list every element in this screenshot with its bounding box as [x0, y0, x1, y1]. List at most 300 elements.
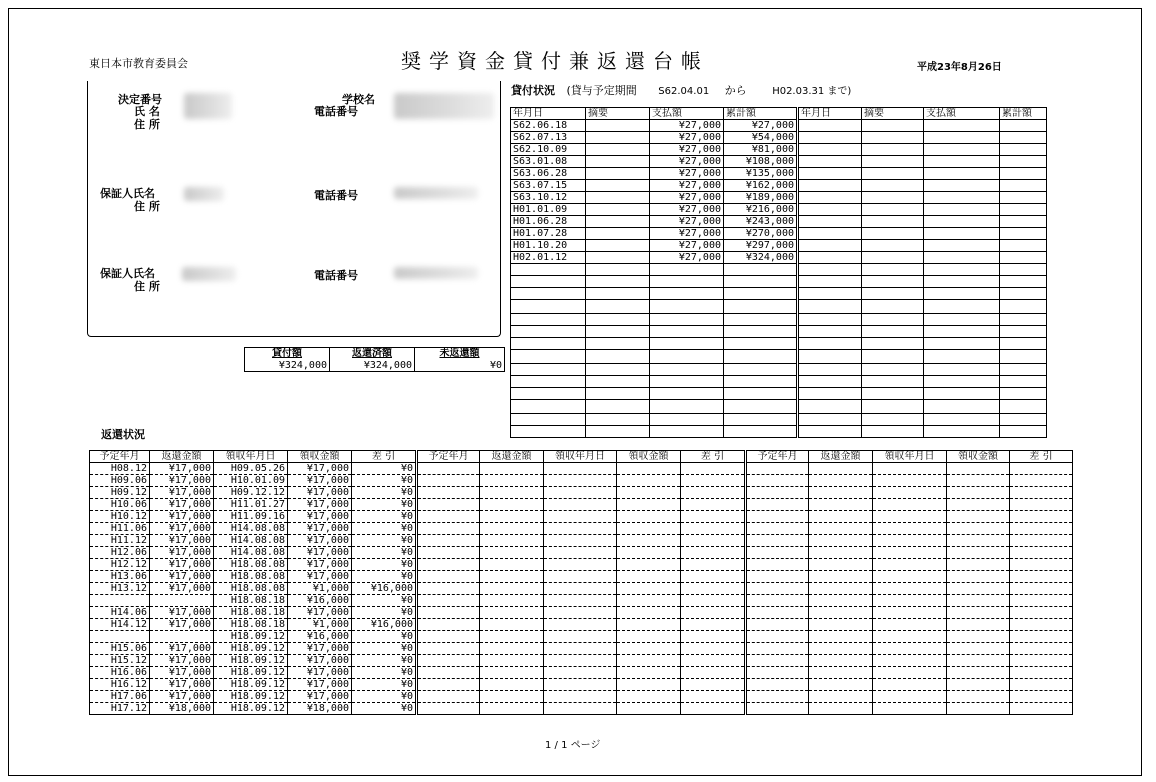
repayment-cell [480, 703, 544, 715]
repayment-cell [417, 655, 480, 667]
repayment-col-header: 予定年月 [746, 451, 809, 463]
loan-cell [862, 364, 924, 376]
repayment-cell [746, 463, 809, 475]
repayment-cell: H16.12 [90, 679, 150, 691]
repayment-cell [809, 571, 873, 583]
repayment-cell: ¥0 [352, 703, 417, 715]
loan-cell [862, 350, 924, 364]
loan-cell [862, 426, 924, 438]
loan-cell [511, 288, 586, 300]
loan-row [511, 156, 1047, 168]
repayment-cell [746, 667, 809, 679]
loan-cell [798, 414, 862, 426]
repayment-cell: ¥17,000 [288, 667, 352, 679]
repayment-cell: ¥17,000 [150, 523, 214, 535]
repayment-cell [681, 595, 746, 607]
repayment-cell [681, 667, 746, 679]
repayment-cell: H10.06 [90, 499, 150, 511]
repaid-total-label: 返還済額 [330, 348, 415, 360]
repayment-cell [1010, 511, 1073, 523]
loan-cell: S62.10.09 [511, 144, 586, 156]
repayment-cell [480, 667, 544, 679]
loan-cell [862, 228, 924, 240]
guarantor-address-label: 住 所 [134, 200, 160, 213]
repayment-cell [947, 619, 1010, 631]
loan-cell [1000, 216, 1047, 228]
loan-cell: ¥27,000 [650, 132, 724, 144]
repayment-cell [544, 595, 617, 607]
loan-cell [1000, 276, 1047, 288]
loan-row [511, 144, 1047, 156]
loan-cell [1000, 156, 1047, 168]
loan-cell [862, 376, 924, 388]
loan-row [511, 314, 1047, 326]
repayment-row [90, 535, 1073, 547]
repayment-cell: H09.05.26 [214, 463, 288, 475]
loan-col-header: 支払額 [924, 108, 1000, 120]
loan-cell: ¥27,000 [650, 120, 724, 132]
repayment-cell [681, 547, 746, 559]
repayment-cell [480, 607, 544, 619]
loan-cell: ¥27,000 [650, 252, 724, 264]
repayment-cell [947, 547, 1010, 559]
loan-cell [924, 120, 1000, 132]
repayment-cell [809, 607, 873, 619]
repayment-cell [150, 595, 214, 607]
loan-cell [798, 388, 862, 400]
repayment-cell: H18.08.18 [214, 595, 288, 607]
loan-total-label: 貸付額 [245, 348, 330, 360]
repayment-cell [617, 607, 681, 619]
summary-table [244, 347, 505, 372]
repayment-cell: ¥0 [352, 607, 417, 619]
repayment-cell [947, 523, 1010, 535]
repayment-cell: H14.12 [90, 619, 150, 631]
loan-cell [724, 264, 798, 276]
repayment-row [90, 655, 1073, 667]
repayment-cell [809, 463, 873, 475]
loan-cell [586, 156, 650, 168]
repayment-cell: ¥17,000 [150, 607, 214, 619]
repayment-row [90, 475, 1073, 487]
loan-row [511, 216, 1047, 228]
repayment-cell [1010, 619, 1073, 631]
loan-cell [924, 168, 1000, 180]
repayment-cell: H18.09.12 [214, 703, 288, 715]
repayment-cell: H17.06 [90, 691, 150, 703]
repayment-cell [873, 499, 947, 511]
repayment-col-header: 差 引 [681, 451, 746, 463]
loan-cell [798, 338, 862, 350]
repayment-cell [544, 619, 617, 631]
loan-col-header: 支払額 [650, 108, 724, 120]
repayment-cell [873, 547, 947, 559]
repaid-total-value: ¥324,000 [330, 360, 415, 372]
loan-cell [862, 216, 924, 228]
repayment-cell [681, 487, 746, 499]
repayment-cell [681, 619, 746, 631]
document-title: 奨学資金貸付兼返還台帳 [401, 49, 709, 73]
loan-cell [798, 326, 862, 338]
repayment-cell [947, 583, 1010, 595]
loan-cell: H01.06.28 [511, 216, 586, 228]
repayment-row [90, 547, 1073, 559]
repayment-cell: ¥18,000 [288, 703, 352, 715]
loan-cell [798, 252, 862, 264]
loan-cell [724, 426, 798, 438]
loan-cell [798, 314, 862, 326]
repayment-cell [809, 679, 873, 691]
repayment-cell: ¥17,000 [150, 547, 214, 559]
loan-cell [924, 400, 1000, 414]
loan-cell [924, 192, 1000, 204]
loan-cell [1000, 240, 1047, 252]
repayment-cell: ¥17,000 [288, 691, 352, 703]
loan-cell [1000, 400, 1047, 414]
repayment-cell [809, 535, 873, 547]
loan-cell [798, 120, 862, 132]
repayment-cell [873, 559, 947, 571]
repayment-cell [417, 667, 480, 679]
repayment-row [90, 643, 1073, 655]
loan-cell [862, 192, 924, 204]
repayment-cell [873, 679, 947, 691]
repayment-row [90, 583, 1073, 595]
loan-cell [586, 204, 650, 216]
loan-cell [1000, 300, 1047, 314]
repayment-cell [873, 691, 947, 703]
loan-cell [724, 300, 798, 314]
repayment-cell: H16.06 [90, 667, 150, 679]
repayment-cell [947, 511, 1010, 523]
loan-cell [1000, 264, 1047, 276]
repayment-cell [417, 475, 480, 487]
repayment-cell [1010, 583, 1073, 595]
repayment-cell: ¥17,000 [150, 691, 214, 703]
loan-cell [1000, 364, 1047, 376]
loan-cell [650, 326, 724, 338]
loan-cell [798, 180, 862, 192]
loan-cell [924, 300, 1000, 314]
repayment-cell [681, 475, 746, 487]
repayment-cell [681, 583, 746, 595]
decision-no-label: 決定番号 [118, 93, 162, 106]
loan-cell: H01.07.28 [511, 228, 586, 240]
repayment-cell: H18.09.12 [214, 643, 288, 655]
repayment-cell [417, 583, 480, 595]
loan-cell [924, 228, 1000, 240]
repayment-cell: ¥17,000 [288, 487, 352, 499]
repayment-cell: H12.06 [90, 547, 150, 559]
repayment-row [90, 559, 1073, 571]
repayment-cell: ¥0 [352, 535, 417, 547]
loan-row [511, 264, 1047, 276]
loan-cell [798, 426, 862, 438]
recipient-info-box [87, 81, 501, 337]
repayment-cell: ¥16,000 [288, 631, 352, 643]
loan-cell [511, 326, 586, 338]
repayment-cell: H18.09.12 [214, 631, 288, 643]
report-date: 平成23年8月26日 [917, 62, 1002, 73]
repayment-cell [1010, 691, 1073, 703]
repayment-cell: ¥17,000 [150, 619, 214, 631]
repayment-cell [746, 607, 809, 619]
repayment-cell [1010, 607, 1073, 619]
loan-row [511, 192, 1047, 204]
loan-cell [511, 314, 586, 326]
repayment-cell [544, 655, 617, 667]
repayment-cell [544, 523, 617, 535]
repayment-cell: ¥18,000 [150, 703, 214, 715]
repayment-cell: H13.06 [90, 571, 150, 583]
loan-cell [1000, 388, 1047, 400]
repayment-cell [544, 487, 617, 499]
loan-table [510, 107, 1047, 438]
repayment-cell: H12.12 [90, 559, 150, 571]
loan-cell [862, 156, 924, 168]
repayment-cell [746, 703, 809, 715]
repayment-cell: ¥17,000 [288, 679, 352, 691]
loan-cell: ¥270,000 [724, 228, 798, 240]
repayment-cell [480, 523, 544, 535]
repayment-cell [544, 571, 617, 583]
repayment-cell [873, 463, 947, 475]
repayment-cell [417, 643, 480, 655]
loan-cell [511, 426, 586, 438]
loan-cell [586, 364, 650, 376]
loan-cell [650, 300, 724, 314]
guarantor2-address-label: 住 所 [134, 280, 160, 293]
repayment-row [90, 619, 1073, 631]
repayment-cell: H14.08.08 [214, 523, 288, 535]
loan-row [511, 288, 1047, 300]
repayment-cell [544, 679, 617, 691]
repayment-cell [544, 547, 617, 559]
repayment-row [90, 679, 1073, 691]
repayment-cell [681, 511, 746, 523]
repayment-cell [873, 631, 947, 643]
repayment-cell [947, 691, 1010, 703]
loan-row [511, 300, 1047, 314]
loan-total-value: ¥324,000 [245, 360, 330, 372]
loan-cell [924, 414, 1000, 426]
repayment-cell [417, 463, 480, 475]
repayment-cell [617, 559, 681, 571]
loan-cell [586, 168, 650, 180]
repayment-cell [417, 547, 480, 559]
loan-col-header: 年月日 [798, 108, 862, 120]
loan-cell: ¥27,000 [650, 204, 724, 216]
repayment-table [89, 450, 1073, 715]
loan-cell [924, 288, 1000, 300]
loan-cell [586, 376, 650, 388]
repayment-cell: H14.06 [90, 607, 150, 619]
repayment-cell [480, 571, 544, 583]
loan-cell [862, 180, 924, 192]
loan-period-end: H02.03.31 まで) [772, 86, 852, 97]
repayment-cell [417, 559, 480, 571]
loan-cell [511, 414, 586, 426]
loan-cell: S62.07.13 [511, 132, 586, 144]
repayment-cell: ¥17,000 [288, 463, 352, 475]
loan-cell [511, 264, 586, 276]
loan-cell [798, 364, 862, 376]
loan-cell [586, 120, 650, 132]
repayment-cell [746, 631, 809, 643]
repayment-cell [544, 499, 617, 511]
loan-cell: ¥108,000 [724, 156, 798, 168]
repayment-cell: H18.08.18 [214, 619, 288, 631]
loan-cell [862, 388, 924, 400]
repayment-cell [617, 619, 681, 631]
repayment-cell [417, 499, 480, 511]
repayment-cell [809, 667, 873, 679]
guarantor-phone-label: 電話番号 [314, 189, 358, 202]
repayment-cell [617, 463, 681, 475]
loan-row [511, 400, 1047, 414]
loan-row [511, 338, 1047, 350]
repayment-col-header: 領収金額 [947, 451, 1010, 463]
repayment-cell [480, 619, 544, 631]
loan-cell [798, 144, 862, 156]
repayment-cell [617, 511, 681, 523]
loan-cell: ¥27,000 [650, 180, 724, 192]
repayment-col-header: 差 引 [352, 451, 417, 463]
loan-cell [1000, 132, 1047, 144]
repayment-cell: H18.08.08 [214, 559, 288, 571]
repayment-cell [809, 559, 873, 571]
repayment-row [90, 703, 1073, 715]
loan-cell [862, 120, 924, 132]
repayment-cell [544, 463, 617, 475]
loan-cell [724, 350, 798, 364]
repayment-cell [746, 583, 809, 595]
loan-cell: ¥27,000 [650, 168, 724, 180]
loan-cell [586, 338, 650, 350]
loan-cell [586, 144, 650, 156]
address-label: 住 所 [134, 118, 160, 131]
redacted-recipient [184, 93, 232, 119]
loan-cell [650, 314, 724, 326]
loan-cell: ¥216,000 [724, 204, 798, 216]
loan-row [511, 364, 1047, 376]
repayment-cell [681, 607, 746, 619]
repayment-cell [480, 559, 544, 571]
loan-cell [862, 288, 924, 300]
repayment-cell [617, 571, 681, 583]
loan-row [511, 180, 1047, 192]
repayment-cell [947, 631, 1010, 643]
repayment-row [90, 499, 1073, 511]
repayment-cell [809, 487, 873, 499]
repayment-cell [417, 595, 480, 607]
repayment-cell [417, 487, 480, 499]
loan-cell [862, 168, 924, 180]
loan-cell [511, 338, 586, 350]
loan-cell [586, 228, 650, 240]
repayment-cell: ¥0 [352, 631, 417, 643]
repayment-cell: ¥0 [352, 667, 417, 679]
loan-cell [862, 326, 924, 338]
loan-cell [724, 326, 798, 338]
repayment-cell [746, 475, 809, 487]
school-name-label: 学校名 [342, 93, 375, 106]
repayment-cell: ¥17,000 [288, 523, 352, 535]
loan-cell: ¥135,000 [724, 168, 798, 180]
repayment-cell [544, 559, 617, 571]
loan-cell [1000, 376, 1047, 388]
repayment-cell [809, 475, 873, 487]
repayment-cell [809, 583, 873, 595]
loan-cell [586, 180, 650, 192]
repayment-cell [544, 643, 617, 655]
repayment-cell [150, 631, 214, 643]
repayment-cell [746, 559, 809, 571]
repayment-cell [417, 679, 480, 691]
loan-cell [1000, 326, 1047, 338]
repayment-row [90, 523, 1073, 535]
loan-col-header: 累計額 [1000, 108, 1047, 120]
repayment-cell [617, 487, 681, 499]
loan-cell [650, 414, 724, 426]
repayment-cell [417, 631, 480, 643]
repayment-cell [809, 691, 873, 703]
repayment-cell [873, 535, 947, 547]
repayment-cell [1010, 547, 1073, 559]
repayment-cell [617, 691, 681, 703]
repayment-col-header: 返還金額 [809, 451, 873, 463]
repayment-row [90, 631, 1073, 643]
repayment-cell: H10.12 [90, 511, 150, 523]
repayment-cell: ¥17,000 [150, 499, 214, 511]
repayment-col-header: 返還金額 [480, 451, 544, 463]
loan-cell [798, 264, 862, 276]
repayment-cell [417, 607, 480, 619]
repayment-cell [947, 487, 1010, 499]
loan-cell [924, 144, 1000, 156]
repayment-cell [947, 535, 1010, 547]
repayment-cell [544, 631, 617, 643]
repayment-cell [480, 655, 544, 667]
loan-cell [1000, 414, 1047, 426]
repayment-cell [746, 643, 809, 655]
repayment-cell [681, 463, 746, 475]
repayment-cell: ¥17,000 [288, 571, 352, 583]
repayment-cell [873, 595, 947, 607]
repayment-cell: ¥17,000 [288, 643, 352, 655]
repayment-cell [873, 655, 947, 667]
loan-cell [650, 288, 724, 300]
repayment-cell [947, 703, 1010, 715]
loan-period-start: S62.04.01 [658, 86, 710, 97]
repayment-cell [681, 631, 746, 643]
loan-cell [924, 204, 1000, 216]
repayment-cell [480, 463, 544, 475]
loan-cell [924, 338, 1000, 350]
redacted-guarantor-phone [394, 187, 478, 199]
repayment-cell [544, 703, 617, 715]
loan-cell: ¥324,000 [724, 252, 798, 264]
loan-cell: S62.06.18 [511, 120, 586, 132]
repayment-cell [873, 607, 947, 619]
repayment-row [90, 595, 1073, 607]
loan-cell: ¥243,000 [724, 216, 798, 228]
loan-cell [650, 338, 724, 350]
repayment-cell: H11.12 [90, 535, 150, 547]
repayment-cell [873, 511, 947, 523]
repayment-cell [480, 499, 544, 511]
loan-cell [650, 350, 724, 364]
